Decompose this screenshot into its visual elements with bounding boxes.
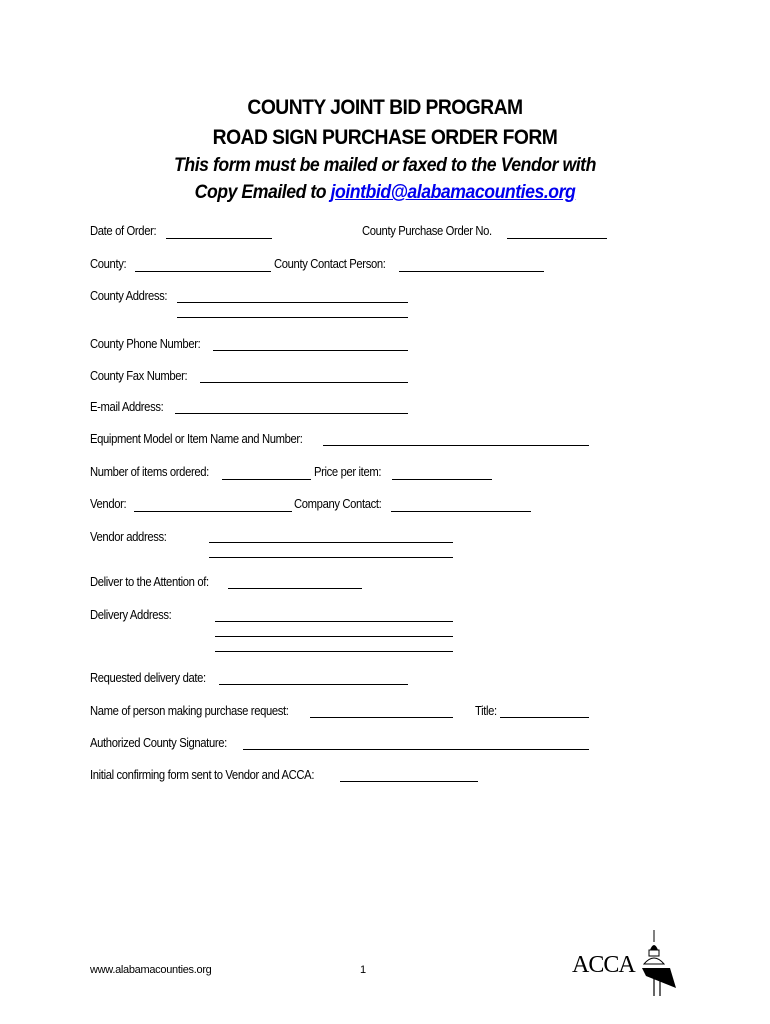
county-field[interactable] [135,271,271,272]
delivery-address-label: Delivery Address: [90,608,172,622]
company-contact-label: Company Contact: [294,497,382,511]
email-address-label: E-mail Address: [90,400,164,414]
form-title-line1: COUNTY JOINT BID PROGRAM [247,96,523,119]
form-instructions-line1: This form must be mailed or faxed to the Vendor with [174,155,596,176]
county-fax-label: County Fax Number: [90,369,188,383]
authorized-signature-label: Authorized County Signature: [90,736,227,750]
delivery-address-field-line2[interactable] [215,636,453,637]
date-of-order-label: Date of Order: [90,224,157,238]
county-contact-label: County Contact Person: [274,257,386,271]
number-items-label: Number of items ordered: [90,465,209,479]
acca-logo-text: ACCA [572,952,635,978]
county-fax-field[interactable] [200,382,408,383]
company-contact-field[interactable] [391,511,531,512]
price-per-item-field[interactable] [392,479,492,480]
deliver-attention-label: Deliver to the Attention of: [90,575,209,589]
initial-confirming-field[interactable] [340,781,478,782]
acca-logo [572,928,682,998]
form-instructions-line2 [27,182,743,204]
county-po-number-label: County Purchase Order No. [362,224,492,238]
county-contact-field[interactable] [399,271,544,272]
deliver-attention-field[interactable] [228,588,362,589]
price-per-item-label: Price per item: [314,465,382,479]
county-phone-field[interactable] [213,350,408,351]
delivery-address-field-line1[interactable] [215,621,453,622]
county-label: County: [90,257,127,271]
authorized-signature-field[interactable] [243,749,589,750]
capitol-dome-icon [640,928,680,998]
county-address-field-line1[interactable] [177,302,408,303]
number-items-field[interactable] [222,479,311,480]
county-po-number-field[interactable] [507,238,607,239]
vendor-label: Vendor: [90,497,127,511]
form-title-line2: ROAD SIGN PURCHASE ORDER FORM [212,126,558,149]
email-address-field[interactable] [175,413,408,414]
title-label: Title: [475,704,497,718]
jointbid-email-link[interactable]: jointbid@alabamacounties.org [330,182,576,203]
delivery-address-field-line3[interactable] [215,651,453,652]
vendor-address-label: Vendor address: [90,530,167,544]
footer-website: www.alabamacounties.org [90,964,212,976]
county-address-label: County Address: [90,289,168,303]
equipment-model-field[interactable] [323,445,589,446]
vendor-field[interactable] [134,511,292,512]
page-number: 1 [360,964,366,976]
instructions-prefix: Copy Emailed to [194,182,331,203]
title-field[interactable] [500,717,589,718]
name-person-label: Name of person making purchase request: [90,704,289,718]
vendor-address-field-line1[interactable] [209,542,453,543]
requested-delivery-date-field[interactable] [219,684,408,685]
county-phone-label: County Phone Number: [90,337,201,351]
vendor-address-field-line2[interactable] [209,557,453,558]
name-person-field[interactable] [310,717,453,718]
requested-delivery-date-label: Requested delivery date: [90,671,206,685]
initial-confirming-label: Initial confirming form sent to Vendor and ACCA: [90,768,315,782]
date-of-order-field[interactable] [166,238,272,239]
equipment-model-label: Equipment Model or Item Name and Number: [90,432,303,446]
county-address-field-line2[interactable] [177,317,408,318]
